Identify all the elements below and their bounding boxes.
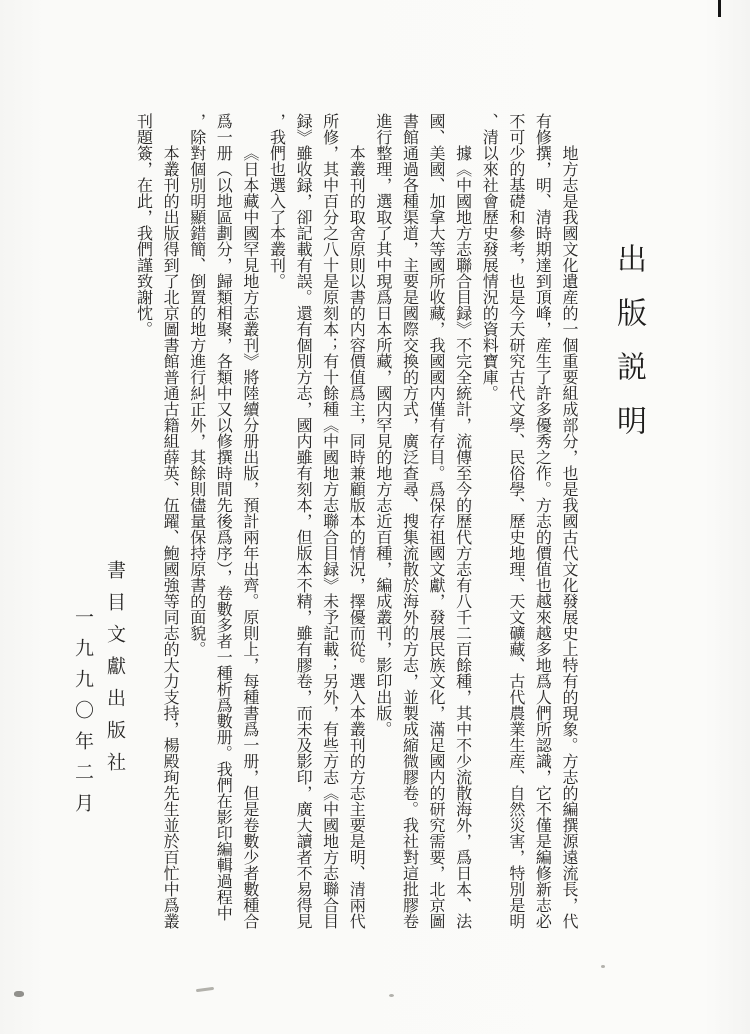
scan-speck (196, 987, 214, 992)
scan-speck (389, 994, 394, 997)
scan-speck (601, 965, 605, 968)
paragraph-2: 據《中國地方志聯合目録》不完全統計，流傳至今的歷代方志有八千二百餘種，其中不少流散海外，爲日本、法國、美國、加拿大等國所收藏，我國國内僅有存目。爲保存祖國文獻，發展民族文化，滿足國内的研究需要，北京圖書館通過各種渠道，主要是國際交換的方式，廣泛查尋、搜集流散於海外的方志，並製成縮微膠卷。我社對這批膠卷進行整理，選取了其中現爲日本所藏，國内罕見的地方志近百種，編成叢刊，影印出版。 (373, 113, 473, 929)
paragraph-1: 地方志是我國文化遺産的一個重要組成部分，也是我國古代文化發展史上特有的現象。方志的編撰源遠流長，代有修撰，明、清時期達到頂峰，産生了許多優秀之作。方志的價值也越來越多地爲人們所認識，它不僅是編修新志必不可少的基礎和參考，也是今天研究古代文學、民俗學、歷史地理、天文礦藏、古代農業生産、自然災害，特別是明、清以來社會歷史發展情況的資料寶庫。 (480, 113, 579, 929)
scan-line-artifact (718, 0, 721, 17)
paragraph-5: 本叢刊的出版得到了北京圖書館普通古籍組薛英、伍躍、鮑國強等同志的大力支持，楊殿珣先生並於百忙中爲叢刊題簽，在此，我們謹致謝忱。 (134, 113, 181, 929)
publication-date: 一九九〇年二月 (72, 607, 94, 824)
publisher-signature: 書目文獻出版社 (104, 560, 126, 784)
paragraph-3: 本叢刊的取舍原則以書的内容價值爲主，同時兼顧版本的情況，擇優而從。選入本叢刊的方志主要是明、清兩代所修，其中百分之八十是原刻本；有十餘種《中國地方志聯合目録》未予記載；另外，有些方志《中國地方志聯合目録》雖收録，卻記載有誤。還有個別方志，國内雖有刻本，但版本不精，雖有膠卷，而未及影印，廣大讀者不易得見，我們也選入了本叢刊。 (267, 113, 367, 929)
paragraph-4: 《日本藏中國罕見地方志叢刊》將陸續分册出版，預計兩年出齊。原則上，每種書爲一册，但是卷數少者數種合爲一册（以地區劃分，歸類相聚，各類中又以修撰時間先後爲序），卷數多者一種析爲數册。我們在影印編輯過程中，除對個別明顯錯簡、倒置的地方進行糾正外，其餘則儘量保持原書的面貌。 (187, 113, 260, 929)
body-text (130, 113, 582, 930)
scan-speck (14, 991, 24, 997)
page-title: 出版説明 (611, 243, 646, 459)
